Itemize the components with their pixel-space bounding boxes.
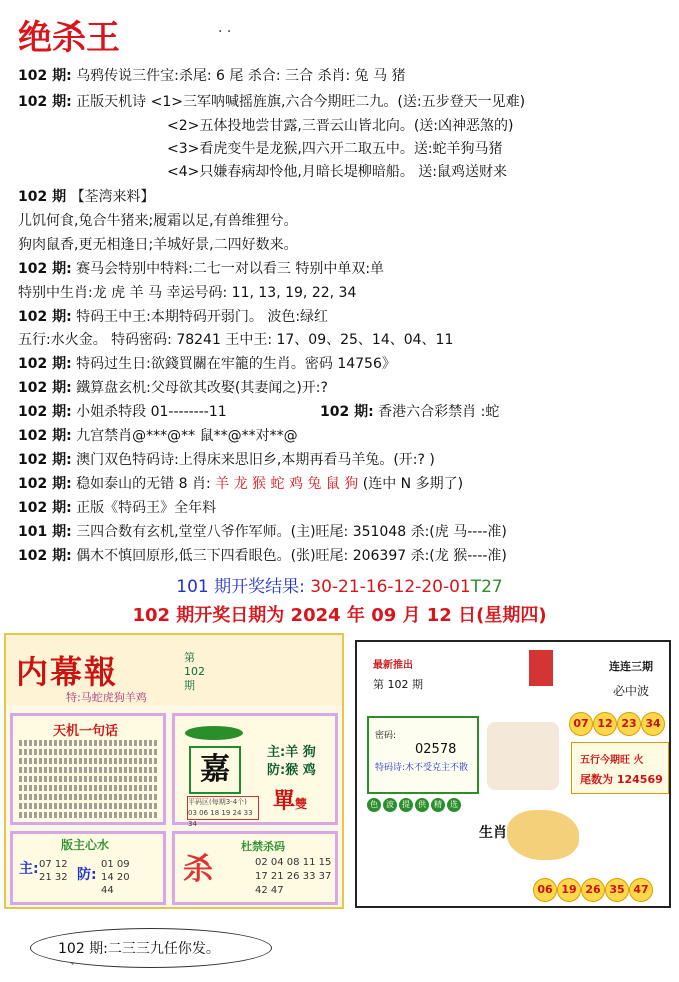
banzhu-zhu: 主: [19, 861, 39, 877]
line-text: <4>只嫌春病却怜他,月暗长堤柳暗船。 送:鼠鸡送财来 [167, 164, 507, 180]
tag: 精 [431, 798, 445, 812]
report-subtitle: 特:马蛇虎狗羊鸡 [66, 691, 147, 704]
line-14 [18, 379, 328, 397]
line-label: 102 期: [18, 94, 72, 110]
issue-prefix: 第 [184, 651, 195, 664]
line-4 [167, 140, 503, 158]
line-label: 102 期: [18, 68, 72, 84]
results-numbers: 30-21-16-12-20-01 [310, 577, 471, 597]
draw-date: 102 期开奖日期为 2024 年 09 月 12 日(星期四) [132, 605, 547, 626]
line-21 [18, 547, 507, 565]
tianji-title: 天机一句话 [53, 724, 119, 739]
results-special: T27 [470, 577, 503, 597]
line-text: 稳如泰山的无错 8 肖: [76, 476, 211, 492]
line-text: 偶木不慎回原形,低三下四看眼色。(张)旺尾: 206397 杀:(龙 猴----准) [76, 548, 507, 564]
line-label: 102 期: [18, 500, 72, 516]
decor-dots: . . [218, 20, 232, 36]
weishu-text: 尾数为 124569 [580, 773, 663, 786]
ball: 07 [569, 712, 593, 736]
report-title: 内幕報 [16, 653, 119, 691]
line-10 [18, 284, 356, 302]
right-issue: 第 102 期 [373, 678, 423, 691]
figure-illustration [487, 722, 559, 790]
line-text: 正版《特码王》全年料 [76, 500, 217, 516]
results-label: 101 期开奖结果: [176, 577, 305, 597]
line-9 [18, 260, 384, 278]
banzhu-title: 版主心水 [61, 838, 110, 852]
line-1 [18, 67, 406, 85]
tag: 选 [447, 798, 461, 812]
line-text: 鐵算盘玄机:父母欲其改娶(其妻闻之)开:? [76, 380, 328, 396]
report-header [6, 635, 342, 705]
issue-suffix: 期 [184, 679, 195, 692]
jia-main [267, 744, 316, 780]
tianji-box [10, 713, 166, 825]
dujin-title: 杜禁杀码 [241, 840, 285, 853]
line-label: 102 期: [18, 404, 72, 420]
line-label: 102 期: [18, 309, 72, 325]
mima-value: 02578 [415, 742, 457, 757]
banzhu-fang-nums: 01 09 14 20 44 [101, 859, 130, 896]
line-16 [18, 427, 298, 445]
tag: 色 [367, 798, 381, 812]
line-label: 102 期: [18, 476, 72, 492]
hk-line [320, 403, 499, 421]
mima-label: 密码: [375, 731, 397, 741]
line-8 [18, 236, 298, 254]
line-2 [18, 93, 525, 111]
draw-results [0, 572, 679, 597]
dujin-nums: 02 04 08 11 15 17 21 26 33 37 42 47 [255, 857, 332, 896]
line-19 [18, 499, 216, 517]
line-label: 102 期: [18, 380, 72, 396]
line-text: 小姐杀特段 01--------11 [76, 404, 227, 420]
sha-char: 杀 [183, 852, 213, 887]
red-mark [529, 650, 553, 686]
line-13 [18, 355, 396, 373]
line-3 [167, 117, 513, 135]
line-text: 正版天机诗 <1>三军呐喊摇旌旗,六合今期旺二九。(送:五步登天一见难) [76, 94, 526, 110]
bizhongbo-image [355, 640, 671, 908]
lianlian-label: 连连三期 [609, 660, 653, 673]
banzhu-zhu-nums: 07 12 21 32 [39, 859, 68, 883]
line-text: 特别中生肖:龙 虎 羊 马 幸运号码: 11, 13, 19, 22, 34 [18, 285, 357, 301]
wuxing-box [571, 742, 669, 794]
jia-box [172, 713, 338, 828]
shengxiao-label: 生肖 [479, 825, 507, 841]
ball: 12 [593, 712, 617, 736]
dan-big: 單 [273, 789, 296, 814]
shuang-small: 雙 [295, 797, 308, 811]
wuxiao-suffix: (连中 N 多期了) [362, 476, 464, 492]
wuxing-text: 五行今期旺 火 [580, 755, 644, 766]
dujin-box [172, 831, 338, 905]
bizhong-label: 必中波 [613, 684, 650, 698]
issue-number: 102 [184, 665, 205, 678]
jia-char: 嘉 [189, 746, 241, 794]
line-text: 香港六合彩禁肖 :蛇 [378, 404, 500, 420]
line-11 [18, 308, 328, 326]
line-12 [18, 331, 453, 349]
tiger-illustration [507, 810, 579, 860]
banzhu-box [10, 831, 166, 905]
inside-report-image [4, 633, 344, 909]
line-text: <2>五体投地尝甘露,三晋云山皆北向。(送:凶神恶煞的) [167, 118, 514, 134]
bubble-text: 102 期:二三三九任你发。 [58, 941, 220, 957]
ball: 23 [617, 712, 641, 736]
line-6 [18, 188, 155, 206]
ball: 26 [581, 878, 605, 902]
line-label: 102 期: [18, 548, 72, 564]
line-15 [18, 403, 227, 421]
ball: 19 [557, 878, 581, 902]
ball: 35 [605, 878, 629, 902]
tag: 供 [415, 798, 429, 812]
line-label: 101 期: [18, 524, 72, 540]
tag: 提 [399, 798, 413, 812]
jia-zhu: 主:羊 狗 [267, 745, 316, 760]
line-text: 九宫禁肖@***@** 鼠**@**对**@ [76, 428, 298, 444]
pingma-box: 平码区(每期3-4个) 03 06 18 19 24 33 34 [187, 796, 259, 820]
line-text: 儿饥何食,兔合牛猪来;履霜以足,有兽维狸兮。 [18, 213, 298, 229]
line-text: 【荃湾来料】 [70, 189, 155, 205]
line-18 [18, 475, 463, 493]
line-text: 特码过生日:欲錢買關在牢籠的生肖。密码 14756》 [76, 356, 396, 372]
line-7 [18, 212, 298, 230]
dan-char [273, 784, 307, 815]
ball: 47 [629, 878, 653, 902]
ball: 06 [533, 878, 557, 902]
banzhu-fang: 防: [77, 867, 97, 883]
line-5 [167, 163, 507, 181]
line-label: 102 期: [18, 261, 72, 277]
line-text: 五行:水火金。 特码密码: 78241 王中王: 17、09、25、14、04、11 [18, 332, 454, 348]
line-text: 三四合数有玄机,堂堂八爷作军师。(主)旺尾: 351048 杀:(虎 马----准) [76, 524, 507, 540]
tag: 波 [383, 798, 397, 812]
line-label: 102 期: [18, 356, 72, 372]
line-label: 102 期: [320, 404, 374, 420]
line-text: 特码王中王:本期特码开弱门。 波色:绿红 [76, 309, 329, 325]
mima-poem: 特码诗:木不受克主不散 [375, 763, 469, 773]
line-text: 澳门双色特码诗:上得床来思旧乡,本期再看马羊兔。(开:? ) [76, 452, 435, 468]
green-tag [185, 726, 243, 740]
line-17 [18, 451, 435, 469]
report-issue [184, 651, 205, 693]
line-20 [18, 523, 507, 541]
tianji-rows [19, 740, 159, 821]
jia-fang: 防:猴 鸡 [267, 763, 316, 778]
wuxiao-zodiacs: 羊 龙 猴 蛇 鸡 兔 鼠 狗 [215, 476, 359, 492]
line-text: 狗肉鼠香,更无相逢日;羊城好景,二四好数来。 [18, 237, 298, 253]
page-title: 绝杀王 [18, 18, 120, 58]
latest-label: 最新推出 [373, 660, 413, 671]
bubble-tail: ˅ [70, 962, 75, 973]
line-label: 102 期: [18, 428, 72, 444]
line-text: 赛马会特别中特料:二七一对以看三 特别中单双:单 [76, 261, 385, 277]
line-text: 乌鸦传说三件宝:杀尾: 6 尾 杀合: 三合 杀肖: 兔 马 猪 [76, 68, 406, 84]
mima-box [367, 716, 479, 794]
line-label: 102 期: [18, 452, 72, 468]
line-text: <3>看虎变牛是龙猴,四六开二取五中。送:蛇羊狗马猪 [167, 141, 503, 157]
ball: 34 [641, 712, 665, 736]
line-label: 102 期 [18, 189, 67, 205]
